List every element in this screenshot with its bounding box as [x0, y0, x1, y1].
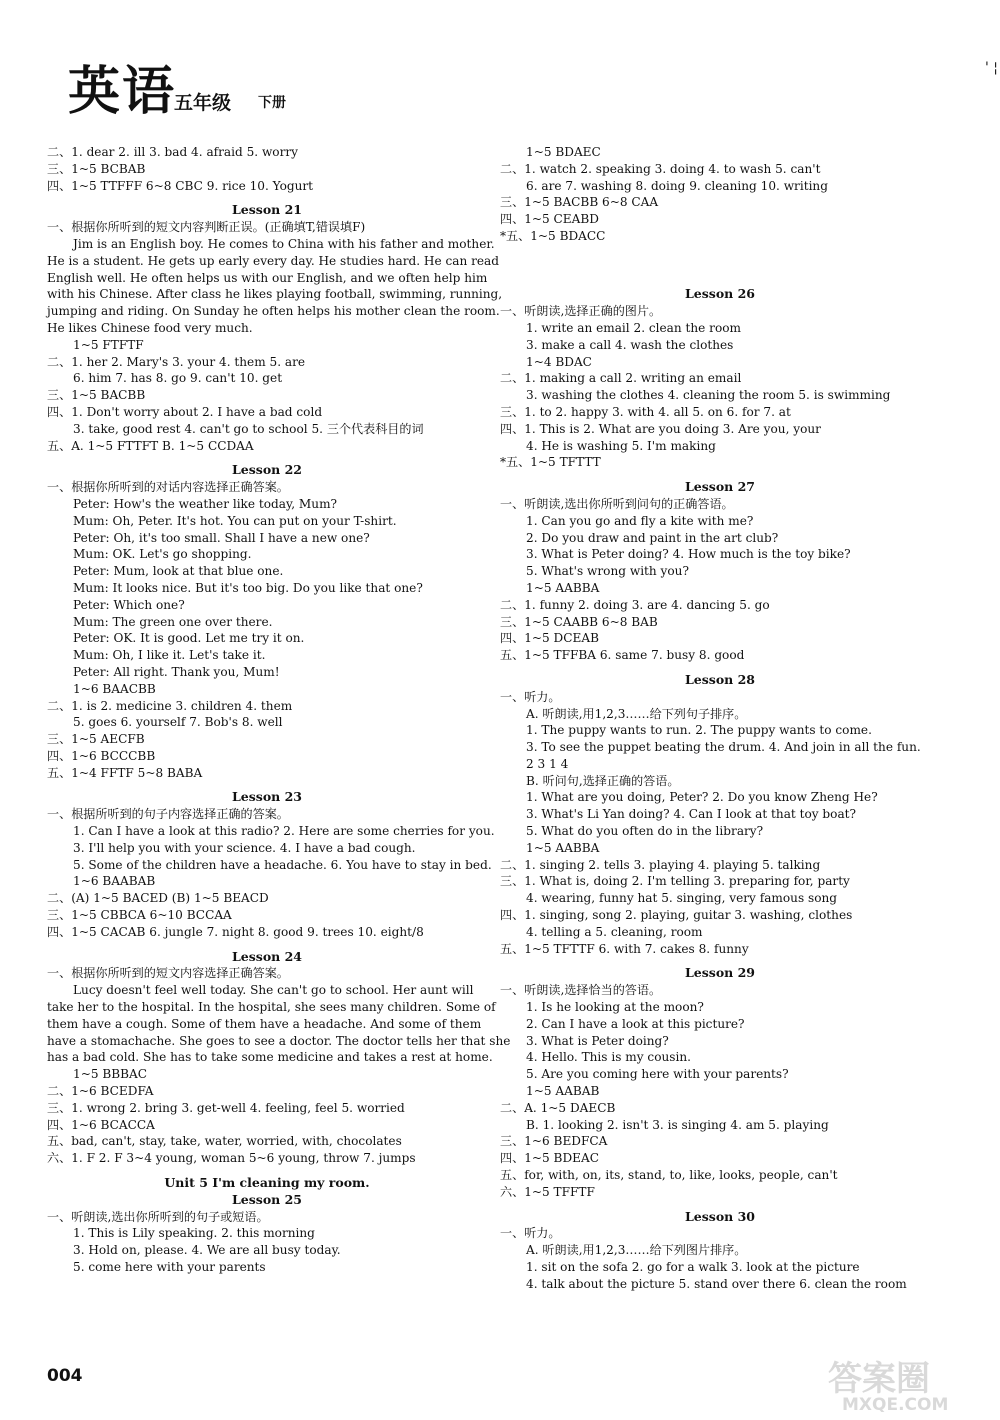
answer-line: 4. talk about the picture 5. stand over there 6. clean the room: [526, 1276, 907, 1291]
answer-line: 3. To see the puppet beating the drum. 4. And join in all the fun.: [526, 740, 921, 755]
answer-line: 4. He is washing 5. I'm making: [526, 438, 716, 453]
section-heading: Lesson 25: [232, 1191, 302, 1207]
answer-line: 三、1. What is, doing 2. I'm telling 3. preparing for, party: [500, 874, 850, 889]
answer-line: 二、A. 1~5 DAECB: [500, 1100, 616, 1115]
answer-line: 1. What are you doing, Peter? 2. Do you know Zheng He?: [526, 790, 878, 805]
answer-line: 五、1~5 TFTTF 6. with 7. cakes 8. funny: [500, 941, 749, 956]
answer-line: 2. Can I have a look at this picture?: [526, 1016, 745, 1031]
answer-line: 四、1~5 TTFFF 6~8 CBC 9. rice 10. Yogurt: [47, 178, 314, 193]
answer-line: 6. him 7. has 8. go 9. can't 10. get: [73, 371, 283, 386]
answer-line: 一、根据你所听到的短文内容判断正误。(正确填T,错误填F): [47, 220, 366, 235]
answer-line: 二、1. making a call 2. writing an email: [500, 371, 742, 386]
answer-line: 4. Hello. This is my cousin.: [526, 1050, 691, 1065]
section-heading: Lesson 27: [685, 479, 755, 495]
answer-line: 一、听朗读,选出你所听到的句子或短语。: [47, 1209, 269, 1224]
answer-line: 三、1~5 BACBB 6~8 CAA: [500, 195, 659, 210]
answer-line: 六、1. F 2. F 3~4 young, woman 5~6 young, throw 7. jumps: [47, 1151, 416, 1166]
answer-line: Peter: Mum, look at that blue one.: [73, 564, 284, 579]
answer-line: 6. are 7. washing 8. doing 9. cleaning 10. writing: [526, 178, 828, 193]
section-heading: Unit 5 I'm cleaning my room.: [164, 1175, 370, 1191]
answer-line: 一、听朗读,选择恰当的答语。: [500, 983, 662, 998]
answer-line: 二、1. watch 2. speaking 3. doing 4. to wash 5. can't: [500, 161, 821, 176]
watermark-logo: [822, 1352, 987, 1412]
answer-line: 3. I'll help you with your science. 4. I have a bad cough.: [73, 840, 416, 855]
answer-line: 三、1~5 CBBCA 6~10 BCCAA: [47, 908, 232, 923]
answer-line: 三、1~5 BCBAB: [47, 161, 146, 176]
watermark-text: 答案圈: [828, 1359, 930, 1399]
answer-line: *五、1~5 BDACC: [500, 228, 606, 243]
answer-line: with his Chinese. After class he likes playing football, swimming, running,: [47, 287, 503, 302]
answer-line: 二、1. her 2. Mary's 3. your 4. them 5. are: [47, 354, 306, 369]
answer-line: 四、1. singing, song 2. playing, guitar 3. washing, clothes: [500, 908, 853, 923]
answer-line: 1. Can I have a look at this radio? 2. Here are some cherries for you.: [73, 824, 495, 839]
section-heading: Lesson 28: [685, 671, 755, 687]
answer-line: English well. He often helps us with our English, and we often help him: [47, 270, 488, 285]
answer-line: 2 3 1 4: [526, 756, 569, 771]
answer-line: 1. Can you go and fly a kite with me?: [526, 513, 754, 528]
answer-line: Peter: Which one?: [73, 597, 185, 612]
answer-line: 二、1. dear 2. ill 3. bad 4. afraid 5. worry: [47, 145, 298, 159]
section-heading: Lesson 29: [685, 965, 755, 981]
answer-line: 二、1. funny 2. doing 3. are 4. dancing 5. go: [500, 597, 770, 612]
answer-line: 1. The puppy wants to run. 2. The puppy wants to come.: [526, 723, 872, 738]
answer-line: 二、(A) 1~5 BACED (B) 1~5 BEACD: [47, 891, 269, 906]
answer-line: 一、听朗读,选出你所听到问句的正确答语。: [500, 496, 734, 511]
answer-line: Mum: It looks nice. But it's too big. Do you like that one?: [73, 580, 423, 595]
answer-line: He likes Chinese food very much.: [47, 320, 253, 335]
answer-line: Peter: How's the weather like today, Mum?: [73, 496, 338, 511]
answer-line: take her to the hospital. In the hospital, she sees many children. Some of: [47, 1000, 496, 1015]
answer-line: He is a student. He gets up early every day. He studies hard. He can read: [47, 253, 499, 268]
answer-line: 3. What is Peter doing? 4. How much is the toy bike?: [526, 547, 851, 562]
answer-line: Mum: Oh, I like it. Let's take it.: [73, 648, 266, 663]
answer-line: 1~5 AABBA: [526, 840, 600, 855]
answer-line: 3. make a call 4. wash the clothes: [526, 337, 734, 352]
answer-line: Peter: All right. Thank you, Mum!: [73, 664, 280, 679]
answer-line: 3. Hold on, please. 4. We are all busy today.: [73, 1243, 341, 1258]
answer-line: 5. come here with your parents: [73, 1260, 266, 1274]
answer-line: 1~6 BAACBB: [73, 681, 156, 696]
answer-line: 1. This is Lily speaking. 2. this morning: [73, 1226, 315, 1241]
answer-line: 五、for, with, on, its, stand, to, like, looks, people, can't: [500, 1168, 838, 1183]
answer-line: 四、1. Don't worry about 2. I have a bad cold: [47, 404, 323, 419]
answer-line: 一、听力。: [500, 689, 561, 704]
answer-line: 1~5 FTFTF: [73, 337, 144, 352]
answer-line: jumping and riding. On Sunday he often helps his mother clean the room.: [47, 304, 500, 319]
section-heading: Lesson 23: [232, 789, 302, 805]
answer-line: 四、1. This is 2. What are you doing 3. Are you, your: [500, 421, 821, 436]
answer-line: 五、bad, can't, stay, take, water, worried, with, chocolates: [47, 1134, 402, 1149]
grade-label: 五年级: [174, 92, 232, 114]
section-heading: Lesson 24: [232, 948, 302, 964]
subject-title: 英语: [68, 62, 177, 122]
answer-line: 2. Do you draw and paint in the art club?: [526, 530, 779, 545]
answer-line: 五、A. 1~5 FTTFT B. 1~5 CCDAA: [47, 438, 254, 453]
answer-line: 一、根据你所听到的对话内容选择正确答案。: [47, 480, 289, 495]
answer-line: 五、1~5 TFFBA 6. same 7. busy 8. good: [500, 648, 745, 663]
answer-line: Jim is an English boy. He comes to China with his father and mother.: [73, 236, 495, 251]
section-heading: Lesson 30: [685, 1208, 755, 1224]
answer-line: 三、1~5 CAABB 6~8 BAB: [500, 614, 658, 629]
spacer: [500, 262, 940, 279]
answer-line: 1. sit on the sofa 2. go for a walk 3. look at the picture: [526, 1260, 860, 1274]
answer-line: 二、1. singing 2. tells 3. playing 4. playing 5. talking: [500, 857, 821, 872]
answer-line: 二、1~6 BCEDFA: [47, 1084, 154, 1099]
answer-line: them have a cough. Some of them have a headache. And some of them: [47, 1016, 482, 1031]
answer-line: 四、1~6 BCACCA: [47, 1117, 155, 1132]
answer-line: 5. Are you coming here with your parents?: [526, 1067, 789, 1082]
answer-line: 一、听力。: [500, 1226, 561, 1241]
answer-line: 1~6 BAABAB: [73, 874, 156, 889]
left-column: [47, 144, 511, 1276]
answer-line: 3. What's Li Yan doing? 4. Can I look at that toy boat?: [526, 807, 857, 822]
answer-line: B. 1. looking 2. isn't 3. is singing 4. am 5. playing: [526, 1117, 829, 1132]
volume-label: 下册: [258, 95, 286, 111]
answer-line: 5. Some of the children have a headache. 6. You have to stay in bed.: [73, 857, 492, 872]
answer-line: 4. telling a 5. cleaning, room: [526, 924, 703, 939]
answer-line: 一、根据所听到的句子内容选择正确的答案。: [47, 807, 289, 822]
right-column: [500, 144, 940, 1293]
answer-line: 三、1~6 BEDFCA: [500, 1134, 608, 1149]
section-heading: Lesson 26: [685, 286, 755, 302]
answer-line: Peter: Oh, it's too small. Shall I have a new one?: [73, 530, 370, 545]
answer-line: 四、1~5 BDEAC: [500, 1151, 599, 1166]
answer-line: 四、1~6 BCCCBB: [47, 748, 156, 763]
answer-line: 1~5 AABAB: [526, 1084, 600, 1099]
answer-line: 5. What do you often do in the library?: [526, 824, 764, 839]
answer-line: 三、1~5 BACBB: [47, 388, 146, 403]
answer-line: 1~4 BDAC: [526, 354, 592, 369]
watermark-url: MXQE.COM: [842, 1395, 949, 1412]
answer-line: 1~5 AABBA: [526, 580, 600, 595]
answer-line: 四、1~5 DCEAB: [500, 631, 599, 646]
section-heading: Lesson 21: [232, 202, 302, 218]
answer-line: 4. wearing, funny hat 5. singing, very famous song: [526, 891, 838, 906]
answer-line: 1~5 BBBAC: [73, 1067, 148, 1082]
answer-line: *五、1~5 TFTTT: [500, 455, 601, 470]
answer-line: Peter: OK. It is good. Let me try it on.: [73, 631, 305, 646]
section-heading: Lesson 22: [232, 462, 302, 478]
answer-line: 三、1. to 2. happy 3. with 4. all 5. on 6. for 7. at: [500, 404, 791, 419]
page-number: 004: [47, 1366, 83, 1386]
answer-line: A. 听朗读,用1,2,3……给下列句子排序。: [526, 706, 747, 721]
answer-line: has a bad cold. She has to take some medicine and takes a rest at home.: [47, 1050, 493, 1065]
answer-line: B. 听问句,选择正确的答语。: [526, 773, 680, 788]
answer-line: 四、1~5 CEABD: [500, 212, 599, 227]
answer-line: Mum: Oh, Peter. It's hot. You can put on your T-shirt.: [73, 513, 397, 528]
answer-line: Lucy doesn't feel well today. She can't go to school. Her aunt will: [73, 983, 474, 998]
answer-line: Mum: The green one over there.: [73, 614, 273, 629]
answer-line: 1. Is he looking at the moon?: [526, 1000, 704, 1015]
answer-line: 三、1. wrong 2. bring 3. get-well 4. feeling, feel 5. worried: [47, 1100, 405, 1115]
answer-line: 5. goes 6. yourself 7. Bob's 8. well: [73, 715, 283, 730]
spacer: [500, 245, 940, 262]
answer-line: 四、1~5 CACAB 6. jungle 7. night 8. good 9. trees 10. eight/8: [47, 924, 424, 939]
answer-line: 1. write an email 2. clean the room: [526, 320, 741, 335]
answer-line: 1~5 BDAEC: [526, 145, 601, 159]
answer-line: 3. What is Peter doing?: [526, 1033, 669, 1048]
answer-line: have a stomachache. She goes to see a doctor. The doctor tells her that she: [47, 1033, 511, 1048]
answer-line: 五、1~4 FFTF 5~8 BABA: [47, 765, 203, 780]
answer-line: 二、1. is 2. medicine 3. children 4. them: [47, 698, 293, 713]
answer-line: 一、听朗读,选择正确的图片。: [500, 304, 662, 319]
corner-mark: ' ¦: [985, 60, 999, 76]
answer-line: 3. washing the clothes 4. cleaning the room 5. is swimming: [526, 388, 891, 403]
answer-line: 一、根据你所听到的短文内容选择正确答案。: [47, 966, 289, 981]
answer-line: 5. What's wrong with you?: [526, 564, 689, 579]
answer-line: 六、1~5 TFFTF: [500, 1184, 595, 1199]
answer-line: 3. take, good rest 4. can't go to school 5. 三个代表科目的词: [73, 421, 424, 436]
answer-line: Mum: OK. Let's go shopping.: [73, 547, 252, 562]
answer-line: 三、1~5 AECFB: [47, 732, 145, 747]
answer-line: A. 听朗读,用1,2,3……给下列图片排序。: [526, 1243, 747, 1258]
